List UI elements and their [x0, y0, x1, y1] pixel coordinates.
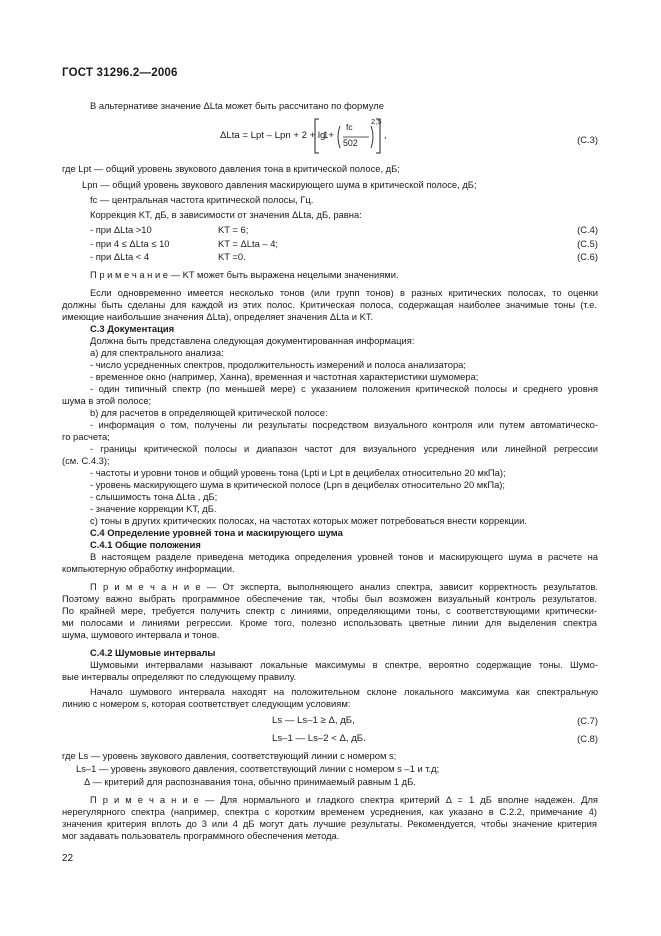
section-c3-line: - частоты и уровни тонов и общий уровень тона (Lpti и Lpt в децибелах относительно 20 мкПа); — [90, 467, 506, 478]
body-line: должны быть сделаны для каждой из этих полос. Критическая полоса, содержащая наиболее значимые тоны (т.е. — [62, 299, 597, 310]
section-c3-line: - уровень маскирующего шума в критической полосе (Lpn в децибелах относительно 20 мкПа); — [90, 479, 506, 490]
intro-text: В альтернативе значение ΔLta может быть рассчитано по формуле — [90, 100, 384, 111]
definition-fc: fc — центральная частота критической полосы, Гц. — [90, 194, 314, 205]
correction-title: Коррекция KT, дБ, в зависимости от значения ΔLta, дБ, равна: — [90, 209, 362, 220]
section-c4-line: В настоящем разделе приведена методика определения уровней тонов и маскирующего шума в расчете на — [90, 551, 598, 562]
section-c3-title: С.3 Документация — [90, 323, 175, 334]
formula-c6-number: (С.6) — [577, 251, 598, 262]
note-2-line: Поэтому важно выбрать программное обеспечение так, чтобы был возможен визуальный контроль результатов. — [62, 593, 597, 604]
section-c4-title: С.4 Определение уровней тона и маскирующего шума — [90, 527, 343, 538]
section-c3-line: - временное окно (например, Ханна), временная и частотная характеристики шумомера; — [90, 371, 479, 382]
section-c42-line: линию с номером s, которая соответствует следующим условиям: — [62, 698, 351, 709]
formula-c3-number: (С.3) — [577, 134, 598, 145]
note-3-line: П р и м е ч а н и е — Для нормального и гладкого спектра критерий Δ = 1 дБ вполне надежен. Для — [90, 794, 598, 805]
correction-value-3: KT =0. — [218, 251, 246, 262]
note-3-line: мог задавать пользователь программного обеспечения метода. — [62, 830, 340, 841]
formula-c7: Ls — Ls–1 ≥ Δ, дБ, — [272, 715, 355, 726]
section-c3-line: - границы критической полосы и диапазон частот для визуального усреднения или линейной регрессии — [90, 443, 598, 454]
formula-c4-number: (С.4) — [577, 224, 598, 235]
formula-c8: Ls–1 — Ls–2 < Δ, дБ. — [272, 733, 366, 744]
correction-value-2: KT = ΔLta – 4; — [218, 238, 279, 249]
formula-c3-tail: , — [384, 130, 387, 141]
definition-ls: где Ls — уровень звукового давления, соответствующий линии с номером s; — [62, 750, 397, 761]
section-c3-line: Должна быть представлена следующая документированная информация: — [90, 335, 415, 346]
section-c3-line: шума в этой полосе; — [62, 395, 152, 406]
formula-c3-exponent: 2,5 — [371, 117, 382, 126]
correction-cond-1: - при ΔLta >10 — [90, 224, 152, 235]
note-2-line: шума, шумового интервала и тонов. — [62, 629, 220, 640]
formula-c5-number: (С.5) — [577, 238, 598, 249]
section-c42-line: вые интервалы определяют по следующему правилу. — [62, 671, 297, 682]
note-3-line: нерегулярного спектра (например, спектра с коротким временем усреднения, как указано в С.2.2, примечание 4) — [62, 806, 597, 817]
section-c3-line: - информация о том, получены ли результаты посредством визуального контроля или путем автоматическо- — [90, 419, 598, 430]
section-c3-line: - значение коррекции KT, дБ. — [90, 503, 217, 514]
section-c42-title: С.4.2 Шумовые интервалы — [90, 647, 216, 658]
document-header: ГОСТ 31296.2—2006 — [62, 67, 178, 79]
body-line: имеющие наибольшие значения ΔLta), определяет значения ΔLta и KT. — [62, 311, 374, 322]
section-c3-line: b) для расчетов в определяющей критической полосе: — [90, 407, 328, 418]
section-c3-line: - слышимость тона ΔLta , дБ; — [90, 491, 218, 502]
definition-lpn: Lpn — общий уровень звукового давления маскирующего шума в критической полосе, дБ; — [82, 179, 477, 190]
note-2-line: По крайней мере, требуется получить спектр с линиями, определяющими тоны, с соответствующими критически- — [62, 605, 597, 616]
section-c3-line: а) для спектрального анализа: — [90, 347, 224, 358]
section-c3-line: го расчета; — [62, 431, 110, 442]
page-number: 22 — [62, 853, 74, 864]
section-c42-line: Шумовыми интервалами называют локальные максимумы в спектре, вероятно содержащие тоны. Шумо- — [90, 659, 598, 670]
formula-c3 — [220, 130, 325, 141]
formula-c3-numerator: fc — [346, 122, 353, 132]
formula-c3-denominator: 502 — [343, 138, 358, 148]
formula-c7-number: (С.7) — [577, 715, 598, 726]
formula-c3-lhs: ΔLta = Lpt – Lpn + 2 + lg — [220, 130, 326, 141]
formula-c3-one-plus: 1+ — [323, 130, 334, 141]
note-1: П р и м е ч а н и е — KT может быть выражена нецелыми значениями. — [90, 269, 399, 280]
body-line: Если одновременно имеется несколько тонов (или групп тонов) в разных критических полосах, то оценки — [90, 287, 598, 298]
note-2-line: П р и м е ч а н и е — От эксперта, выполняющего анализ спектра, зависит корректность результатов. — [90, 581, 598, 592]
section-c3-line: с) тоны в других критических полосах, на частотах которых может потребоваться внести коррекции. — [90, 515, 527, 526]
correction-value-1: KT = 6; — [218, 224, 249, 235]
note-2-line: ми полосами и линиями регрессии. Кроме того, полезно использовать цветные линии для выделения спектра — [62, 617, 597, 628]
section-c3-line: (см. С.4.3); — [62, 455, 110, 466]
definition-delta: Δ — критерий для распознавания тона, обычно принимаемый равным 1 дБ. — [84, 776, 416, 787]
note-3-line: значения критерия вплоть до 3 или 4 дБ могут дать лучшие результаты. Рекомендуется, чтобы значение критерия — [62, 818, 597, 829]
correction-cond-2: - при 4 ≤ ΔLta ≤ 10 — [90, 238, 170, 249]
section-c3-line: - число усредненных спектров, продолжительность измерений и полоса анализатора; — [90, 359, 466, 370]
section-c4-line: компьютерную обработку информации. — [62, 563, 235, 574]
section-c41-title: С.4.1 Общие положения — [90, 539, 201, 550]
section-c3-line: - один типичный спектр (по меньшей мере) с указанием положения критической полосы и среднего уровня — [90, 383, 598, 394]
definition-lpt: где Lpt — общий уровень звукового давления тона в критической полосе, дБ; — [62, 163, 400, 174]
correction-cond-3: - при ΔLta < 4 — [90, 251, 150, 262]
section-c42-line: Начало шумового интервала находят на положительном склоне локального максимума как спектральную — [90, 686, 598, 697]
definition-ls-1: Ls–1 — уровень звукового давления, соответствующий линии с номером s –1 и т.д; — [76, 763, 440, 774]
formula-c8-number: (С.8) — [577, 733, 598, 744]
